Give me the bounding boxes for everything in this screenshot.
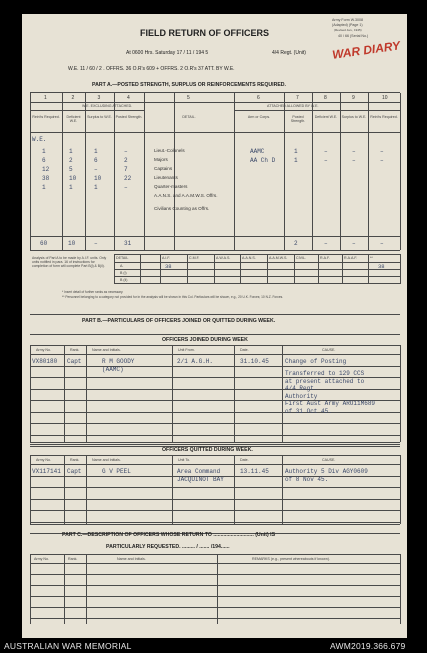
- total-c10: –: [380, 240, 384, 247]
- cell-c7: 1: [294, 157, 298, 164]
- rule-line: [30, 522, 400, 523]
- cell-c3: 6: [94, 157, 98, 164]
- footnote-1: * Insert detail of further ranks as necessary.: [62, 290, 124, 294]
- rule-line: [64, 554, 65, 624]
- cell-c1: 12: [42, 166, 50, 173]
- total-c4: 31: [124, 240, 132, 247]
- joined-cause-line: Authority: [285, 392, 318, 400]
- total-c9: –: [352, 240, 356, 247]
- part-c-title-2: PARTICULARLY REQUESTED. ......... / ....... /194......: [106, 544, 230, 550]
- rule-line: [234, 110, 400, 111]
- joined-cause-line: at present attached to: [285, 377, 365, 385]
- cell-c1: 38: [42, 175, 50, 182]
- rank-detail: Lieut.-Colonels: [154, 148, 185, 153]
- cell-c9: –: [352, 157, 356, 164]
- rule-line: [30, 464, 400, 465]
- analysis-header: **: [370, 256, 373, 260]
- rule-line: [400, 93, 401, 250]
- rank-detail: A.A.N.S. and A.A.M.W.S. Offrs.: [154, 193, 218, 198]
- part-c-header: Name and Initials.: [117, 557, 146, 561]
- cell-c10: –: [380, 157, 384, 164]
- joined-cause-line: Change of Posting: [285, 358, 347, 365]
- joined-cause-line: First Aust Army ARO11M689: [285, 400, 376, 407]
- joined-name: R M GOODY: [102, 358, 135, 365]
- cell-c2: 10: [69, 175, 77, 182]
- total-c3: –: [94, 240, 98, 247]
- joined-header: Unit From.: [178, 348, 195, 352]
- cell-c4: 22: [124, 175, 132, 182]
- cell-c1: 1: [42, 184, 46, 191]
- we-line: W.E. 11 / 60 / 2 . OFFRS. 36 O.R's 609 + OFFRS. 2 O.R's 37 ATT. BY W.E.: [68, 66, 235, 72]
- analysis-header: A.I.F.: [162, 256, 171, 260]
- rule-line: [30, 366, 400, 367]
- joined-cause-line: 4/4 Regt.: [285, 385, 318, 392]
- part-c-header: REMARKS (e.g., present whereabouts if known).: [252, 557, 330, 561]
- rule-line: [400, 254, 401, 284]
- part-a-title: PART A.—POSTED STRENGTH, SURPLUS OR REINFORCEMENTS REQUIRED.: [92, 82, 286, 88]
- col-number: 8: [324, 95, 327, 101]
- rule-line: [114, 262, 400, 263]
- part-c-title: PART C.—DESCRIPTION OF OFFICERS WHOSE RETURN TO ............................ (Unit) IS: [62, 532, 276, 538]
- rule-line: [30, 585, 400, 586]
- rule-line: [114, 269, 400, 270]
- column-header: Rein'ts Required.: [32, 115, 60, 119]
- analysis-row-label: B (i): [120, 271, 127, 275]
- column-header: Surplus to W.E.: [341, 115, 367, 119]
- part-c-header: Rank.: [68, 557, 78, 561]
- column-header: Surplus to W.E.: [87, 115, 112, 119]
- rule-line: [30, 563, 400, 564]
- analysis-header: R.A.F.: [320, 256, 330, 260]
- cell-c2: 1: [69, 184, 73, 191]
- rule-line: [64, 455, 65, 524]
- rule-line: [234, 455, 235, 524]
- rule-line: [30, 389, 400, 390]
- col-number: 6: [257, 95, 260, 101]
- rule-line: [30, 110, 144, 111]
- quitted-cause-2: of 8 Nov 45.: [285, 476, 329, 483]
- col-number: 9: [352, 95, 355, 101]
- we-label: W.E.: [32, 136, 47, 143]
- column-header: Posted Strength.: [290, 115, 306, 124]
- analysis-header: CIVIL.: [296, 256, 306, 260]
- rule-line: [234, 345, 235, 442]
- rank-detail: Quarter-masters: [154, 184, 188, 189]
- cell-c2: 2: [69, 157, 73, 164]
- joined-header: Army No.: [36, 348, 51, 352]
- joined-rank: Capt: [67, 358, 82, 365]
- rule-line: [217, 554, 218, 624]
- analysis-aif: 38: [165, 263, 172, 270]
- quitted-date: 13.11.45: [240, 468, 269, 475]
- joined-date: 31.10.45: [240, 358, 269, 365]
- quitted-header: Unit To.: [178, 458, 191, 462]
- rule-line: [30, 499, 400, 500]
- column-header: Deficient W.E.: [314, 115, 338, 119]
- quitted-unit-to: Area Command: [177, 468, 221, 475]
- col-number: 10: [382, 95, 388, 101]
- joined-title: OFFICERS JOINED DURING WEEK: [162, 337, 248, 343]
- rule-line: [30, 607, 400, 608]
- column-header: DETAIL.: [182, 115, 196, 119]
- rule-line: [30, 455, 31, 524]
- war-diary-stamp: WAR DIARY: [331, 38, 402, 62]
- col-number: 4: [127, 95, 130, 101]
- rule-line: [30, 442, 400, 443]
- joined-header: Name and Initials.: [92, 348, 121, 352]
- analysis-header: A.W.A.S.: [216, 256, 231, 260]
- column-header: Arm or Corps.: [247, 115, 271, 119]
- cell-c1: 1: [42, 148, 46, 155]
- part-c-header: Army No.: [34, 557, 49, 561]
- column-header: Posted Strength.: [115, 115, 143, 119]
- quitted-name: G V PEEL: [102, 468, 131, 475]
- cell-c3: 1: [94, 148, 98, 155]
- cell-c10: –: [380, 148, 384, 155]
- rank-detail: Civilians Counting as Offrs.: [154, 206, 210, 211]
- form-name: Army Form W.3008: [332, 18, 363, 22]
- joined-cause-line: of 31 Oct 45.: [285, 407, 332, 415]
- cell-c3: 10: [94, 175, 102, 182]
- at-line: At 0600 Hrs. Saturday 17 / 11 / 194 5: [126, 50, 209, 56]
- rule-line: [30, 334, 400, 335]
- col-number: 5: [187, 95, 190, 101]
- col-number: 3: [97, 95, 101, 101]
- col-number: 2: [71, 95, 75, 101]
- rule-line: [114, 283, 400, 284]
- cell-c8: –: [324, 157, 328, 164]
- cell-c3: –: [94, 166, 98, 173]
- cell-c8: –: [324, 148, 328, 155]
- cell-c6: AAMC: [250, 148, 265, 155]
- col-number: 7: [296, 95, 299, 101]
- form-revised: (Revised Jan., 1945): [334, 28, 362, 32]
- rule-line: [86, 554, 87, 624]
- rule-line: [30, 618, 400, 619]
- rule-line: [30, 574, 400, 575]
- rank-detail: Majors: [154, 157, 168, 162]
- rule-line: [282, 455, 283, 524]
- joined-army-no: VX80180: [32, 358, 58, 365]
- joined-header: CAUSE.: [322, 348, 336, 352]
- rule-line: [30, 423, 400, 424]
- quitted-header: Rank.: [70, 458, 80, 462]
- rule-line: [86, 455, 87, 524]
- joined-corps: (AAMC): [102, 366, 124, 373]
- footnote-2: ** Personnel belonging to a category not provided for in the analysis will be shown in this Col. Particulars will be shown, e.g., 20 U.K. Forces; 10 N.Z. Forces.: [62, 295, 284, 299]
- cell-c4: 7: [124, 166, 128, 173]
- quitted-unit-to-2: JACQUINOT BAY: [177, 476, 224, 483]
- rule-line: [400, 455, 401, 524]
- form-adapted: (Adapted) (Page 1): [332, 23, 363, 27]
- joined-unit-from: 2/1 A.G.H.: [177, 358, 214, 365]
- group-excl-label: W.E. EXCLUDING ATTACHED.: [82, 104, 133, 108]
- quitted-header: Army No.: [36, 458, 51, 462]
- analysis-row-label: A.: [120, 264, 124, 268]
- total-c7: 2: [294, 240, 298, 247]
- rule-line: [30, 444, 400, 445]
- quitted-header: Name and Initials.: [92, 458, 121, 462]
- quitted-header: CAUSE.: [322, 458, 336, 462]
- cell-c9: –: [352, 148, 356, 155]
- rule-line: [64, 345, 65, 442]
- rule-line: [30, 412, 400, 413]
- joined-header: Date.: [240, 348, 249, 352]
- group-att-label: ATTACHED ALLOWED BY W.E.: [267, 104, 319, 108]
- col-number: 1: [44, 95, 47, 101]
- quitted-header: Date.: [240, 458, 249, 462]
- joined-cause-line: Transferred to 129 CCS: [285, 370, 365, 377]
- rule-line: [30, 102, 400, 103]
- cell-c7: 1: [294, 148, 298, 155]
- cell-c1: 6: [42, 157, 46, 164]
- rule-line: [30, 596, 400, 597]
- cell-c3: 1: [94, 184, 98, 191]
- rule-line: [114, 254, 400, 255]
- cell-c2: 5: [69, 166, 73, 173]
- analysis-note: Analysis of Part A to be made by A.I.F. units. Only units notified in para. 16 of instructions for completion of form will complete Part B(i) & B(ii).: [32, 256, 107, 268]
- analysis-header: DETAIL: [116, 256, 129, 260]
- total-c2: 10: [68, 240, 76, 247]
- analysis-total: 38: [378, 263, 385, 270]
- rule-line: [30, 510, 400, 511]
- rule-line: [400, 345, 401, 442]
- footer-collection: AUSTRALIAN WAR MEMORIAL: [4, 641, 132, 651]
- cell-c4: –: [124, 184, 128, 191]
- rank-detail: Captains: [154, 166, 173, 171]
- rule-line: [30, 435, 400, 436]
- rule-line: [400, 554, 401, 624]
- part-b-title: PART B.—PARTICULARS OF OFFICERS JOINED OR QUITTED DURING WEEK.: [82, 318, 276, 324]
- rank-detail: Lieutenants: [154, 175, 178, 180]
- serial-number: 40 / 66 (Serial No.): [338, 34, 369, 38]
- quitted-army-no: VX117141: [32, 468, 61, 475]
- analysis-row-label: B (ii): [120, 278, 128, 282]
- cell-c4: 2: [124, 157, 128, 164]
- column-header: Rein'ts Required.: [370, 115, 398, 119]
- cell-c6: AA Ch D: [250, 157, 276, 164]
- analysis-header: R.A.A.F.: [344, 256, 358, 260]
- rule-line: [282, 345, 283, 442]
- rule-line: [30, 132, 400, 133]
- unit-line: 4/4 Regt. (Unit): [272, 50, 306, 56]
- analysis-header: C.M.F.: [189, 256, 200, 260]
- rule-line: [172, 345, 173, 442]
- rule-line: [30, 554, 31, 624]
- cell-c2: 1: [69, 148, 73, 155]
- quitted-title: OFFICERS QUITTED DURING WEEK.: [162, 447, 253, 453]
- rule-line: [172, 455, 173, 524]
- quitted-rank: Capt: [67, 468, 82, 475]
- rule-line: [30, 487, 400, 488]
- quitted-cause: Authority 5 Div AGY0609: [285, 468, 368, 475]
- rule-line: [30, 250, 400, 251]
- footer-accession: AWM2019.366.679: [330, 641, 406, 651]
- total-c8: –: [324, 240, 328, 247]
- analysis-header: A.A.M.W.S.: [269, 256, 288, 260]
- form-title: FIELD RETURN OF OFFICERS: [140, 28, 269, 38]
- rule-line: [30, 236, 400, 237]
- rule-line: [114, 276, 400, 277]
- rule-line: [86, 345, 87, 442]
- rule-line: [30, 524, 400, 525]
- rule-line: [30, 354, 400, 355]
- rule-line: [30, 345, 31, 442]
- column-header: Deficient W.E.: [66, 115, 81, 124]
- total-c1: 60: [40, 240, 48, 247]
- cell-c4: –: [124, 148, 128, 155]
- joined-header: Rank.: [70, 348, 80, 352]
- form-sheet: [22, 14, 407, 638]
- analysis-header: A.A.N.S.: [242, 256, 256, 260]
